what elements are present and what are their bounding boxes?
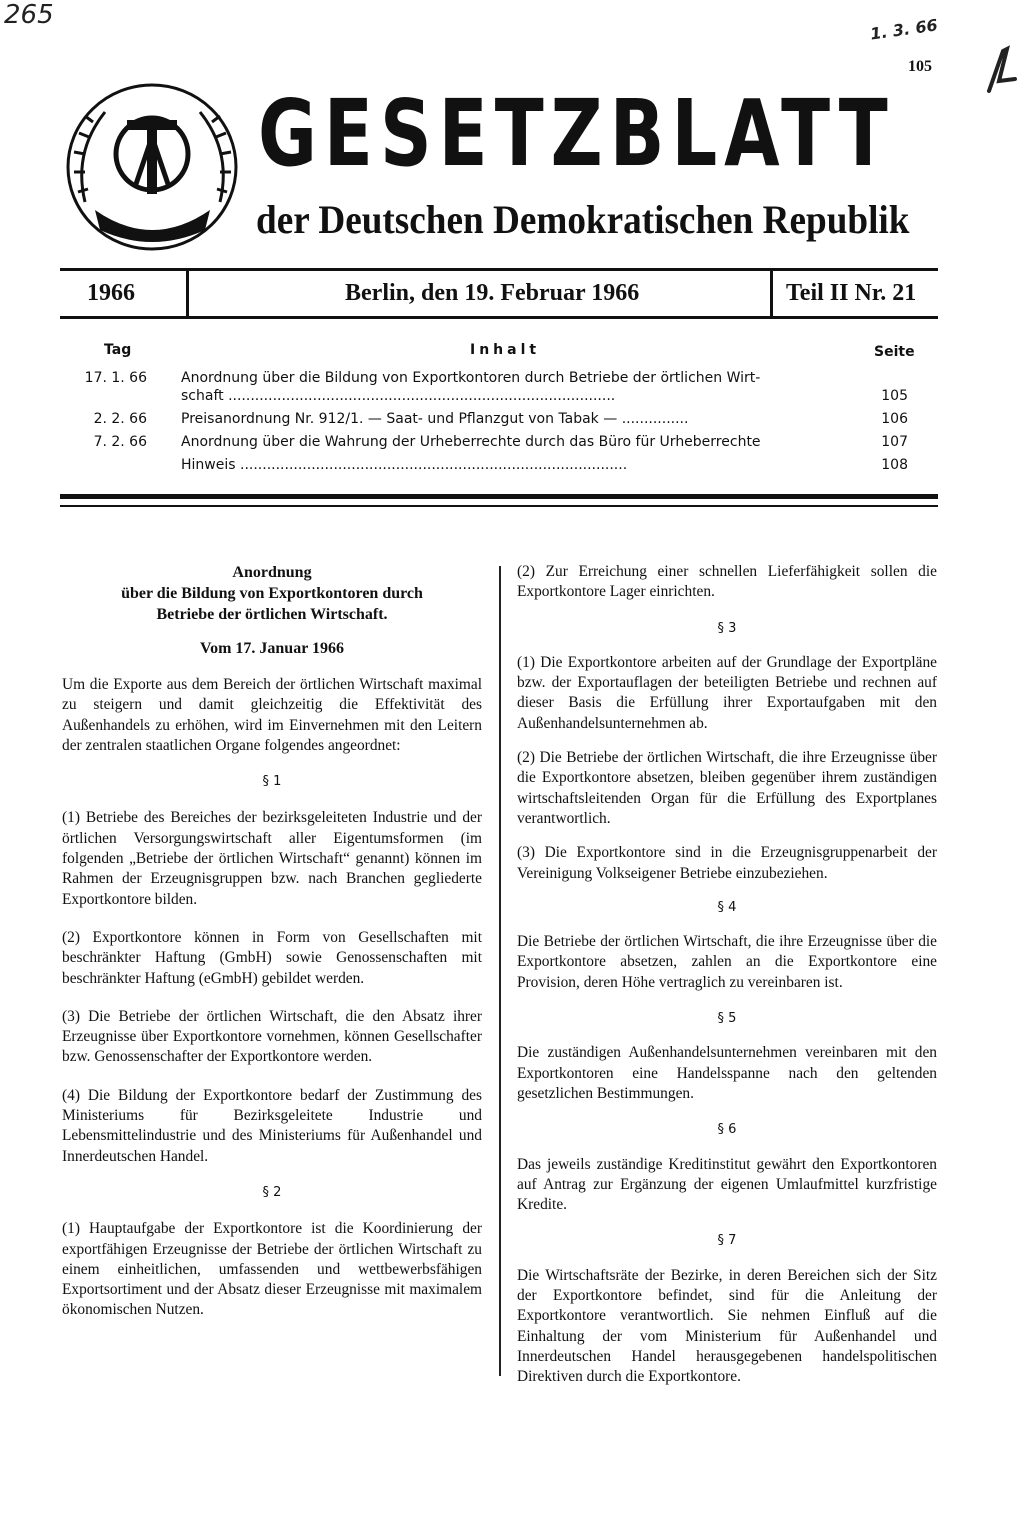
- article-title-line1: Anordnung: [232, 564, 312, 581]
- section-1-paragraph-2: (2) Exportkontore können in Form von Gesellschaften mit beschränkter Haftung (GmbH) sowie Genossenschaften mit beschränkter Haftung (eGmbH) gebildet werden.: [62, 928, 482, 987]
- toc-row: [62, 411, 908, 433]
- toc-header-inhalt: Inhalt: [470, 342, 541, 358]
- handwritten-mark: [985, 45, 1021, 95]
- toc-date: 7. 2. 66: [93, 434, 147, 450]
- column-divider: [499, 566, 501, 1376]
- left-column: [62, 562, 482, 1321]
- toc-entry: Preisanordnung Nr. 912/1. — Saat- und Pflanzgut von Tabak — ...............: [181, 411, 689, 427]
- toc-page: 107: [881, 434, 908, 450]
- gazette-title: GESETZBLATT: [258, 80, 895, 187]
- issue-number: Teil II Nr. 21: [786, 280, 917, 306]
- handwritten-date: 1. 3. 66: [869, 15, 939, 44]
- header-rule-bottom: [60, 316, 938, 319]
- right-column: [517, 562, 937, 1388]
- article-date: Vom 17. Januar 1966: [199, 640, 345, 657]
- section-6-paragraph-1: Das jeweils zuständige Kreditinstitut gewährt den Exportkontoren auf Antrag zur Ergänzung der eigenen Umlaufmittel kurzfristige Kredite.: [517, 1155, 937, 1214]
- section-3-paragraph-2: (2) Die Betriebe der örtlichen Wirtschaft, die ihre Erzeugnisse über die Exportkontore absetzen, bleiben gegenüber ihrem zuständigen wirtschaftsleitenden Organ für die Erfüllung des Exportplanes verantwortlich.: [517, 749, 937, 827]
- article-preamble: Um die Exporte aus dem Bereich der örtlichen Wirtschaft maximal zu steigern und damit gleichzeitig die Effektivität des Außenhandels zu erhöhen, wird im Einvernehmen mit den Leitern der zentralen staatlichen Organe folgendes angeordnet:: [62, 676, 482, 754]
- article-title-line2: über die Bildung von Exportkontoren durch: [121, 585, 423, 602]
- section-1-paragraph-3: (3) Die Betriebe der örtlichen Wirtschaft, die den Absatz ihrer Erzeugnisse über Exportkontore vornehmen, können Gesellschafter bzw. Genossenschafter der Exportkontore werden.: [62, 1007, 482, 1066]
- section-7-paragraph-1: Die Wirtschaftsräte der Bezirke, in deren Bereichen sich der Sitz der Exportkontore befindet, sind für die Anleitung der Exportkontore verantwortlich. Sie nehmen Einfluß auf die Einhaltung der vom Ministerium für Außenhandel und Innerdeutschen Handel herausgegebenen handelspolitischen Direktiven durch die Exportkontore.: [517, 1266, 937, 1386]
- toc-row: [62, 388, 908, 410]
- header-rule-top: [60, 268, 938, 271]
- issue-place-date: Berlin, den 19. Februar 1966: [345, 280, 640, 306]
- section-heading-1: § 1: [262, 774, 282, 790]
- article-title-line3: Betriebe der örtlichen Wirtschaft.: [156, 606, 388, 623]
- toc-entry: Anordnung über die Wahrung der Urheberrechte durch das Büro für Urheberrechte: [181, 434, 761, 450]
- section-3-paragraph-3: (3) Die Exportkontore sind in die Erzeugnisgruppenarbeit der Vereinigung Volkseigener Betriebe einzubeziehen.: [517, 844, 937, 882]
- handwritten-number: 265: [4, 0, 54, 30]
- toc-entry: schaft .......................................................................................: [181, 388, 616, 404]
- state-emblem-icon: [65, 82, 240, 252]
- toc-rule-thin: [60, 505, 938, 507]
- toc-header-seite: Seite: [874, 344, 915, 360]
- toc-page: 106: [881, 411, 908, 427]
- section-1-paragraph-4: (4) Die Bildung der Exportkontore bedarf der Zustimmung des Ministeriums für Bezirksgeleitete Industrie und Lebensmittelindustrie und des Ministeriums für Außenhandel und Innerdeutschen Handel.: [62, 1086, 482, 1165]
- toc-page: 108: [881, 457, 908, 473]
- toc-date: 2. 2. 66: [93, 411, 147, 427]
- section-3-paragraph-1: (1) Die Exportkontore arbeiten auf der Grundlage der Exportpläne bzw. der Exportauflagen der beteiligten Betriebe und rechnen auf dieser Basis die Erfüllung ihrer Exportaufgaben mit den Außenhandelsunternehmen ab.: [517, 653, 937, 732]
- section-heading-4: § 4: [717, 899, 737, 915]
- toc-row: [62, 434, 908, 456]
- issue-year: 1966: [87, 280, 135, 306]
- page-number: 105: [908, 58, 932, 75]
- toc-row: [62, 457, 908, 479]
- section-heading-7: § 7: [717, 1233, 737, 1249]
- section-2-paragraph-1: (1) Hauptaufgabe der Exportkontore ist die Koordinierung der exportfähigen Erzeugnisse der Betriebe der örtlichen Wirtschaft zu einem einheitlichen, umfassenden und wettbewerbsfähigen Exportsortiment und der Absatz dieser Erzeugnisse mit maximalem ökonomischen Nutzen.: [62, 1220, 482, 1319]
- toc-entry: Hinweis .......................................................................................: [181, 457, 628, 473]
- toc-header-tag: Tag: [104, 342, 132, 358]
- section-5-paragraph-1: Die zuständigen Außenhandelsunternehmen vereinbaren mit den Exportkontoren eine Handelsspanne nach den geltenden gesetzlichen Bestimmungen.: [517, 1044, 937, 1102]
- gazette-subtitle: der Deutschen Demokratischen Republik: [256, 197, 910, 242]
- section-heading-5: § 5: [717, 1011, 737, 1027]
- header-divider-left: [186, 271, 189, 317]
- section-4-paragraph-1: Die Betriebe der örtlichen Wirtschaft, die ihre Erzeugnisse über die Exportkontore absetzen, zahlen an die Exportkontore eine Provision, deren Höhe vertraglich zu vereinbaren ist.: [517, 933, 937, 991]
- section-heading-2: § 2: [262, 1184, 282, 1200]
- toc-date: 17. 1. 66: [84, 370, 147, 386]
- section-heading-3: § 3: [717, 620, 737, 636]
- toc-page: 105: [881, 388, 908, 404]
- section-heading-6: § 6: [717, 1122, 737, 1138]
- section-1-paragraph-1: (1) Betriebe des Bereiches der bezirksgeleiteten Industrie und der örtlichen Versorgungswirtschaft aller Eigentumsformen (im folgenden „Betriebe der örtlichen Wirtschaft“ genannt) können im Rahmen der Erzeugnisgruppen bzw. nach Branchen gegliederte Exportkontore bilden.: [62, 809, 482, 908]
- toc-entry: Anordnung über die Bildung von Exportkontoren durch Betriebe der örtlichen Wirt-: [181, 370, 761, 386]
- section-2-paragraph-2: (2) Zur Erreichung einer schnellen Lieferfähigkeit sollen die Exportkontore Lager einrichten.: [517, 563, 937, 601]
- header-divider-right: [770, 271, 773, 317]
- table-of-contents: [62, 340, 915, 480]
- toc-rule-thick: [60, 494, 938, 499]
